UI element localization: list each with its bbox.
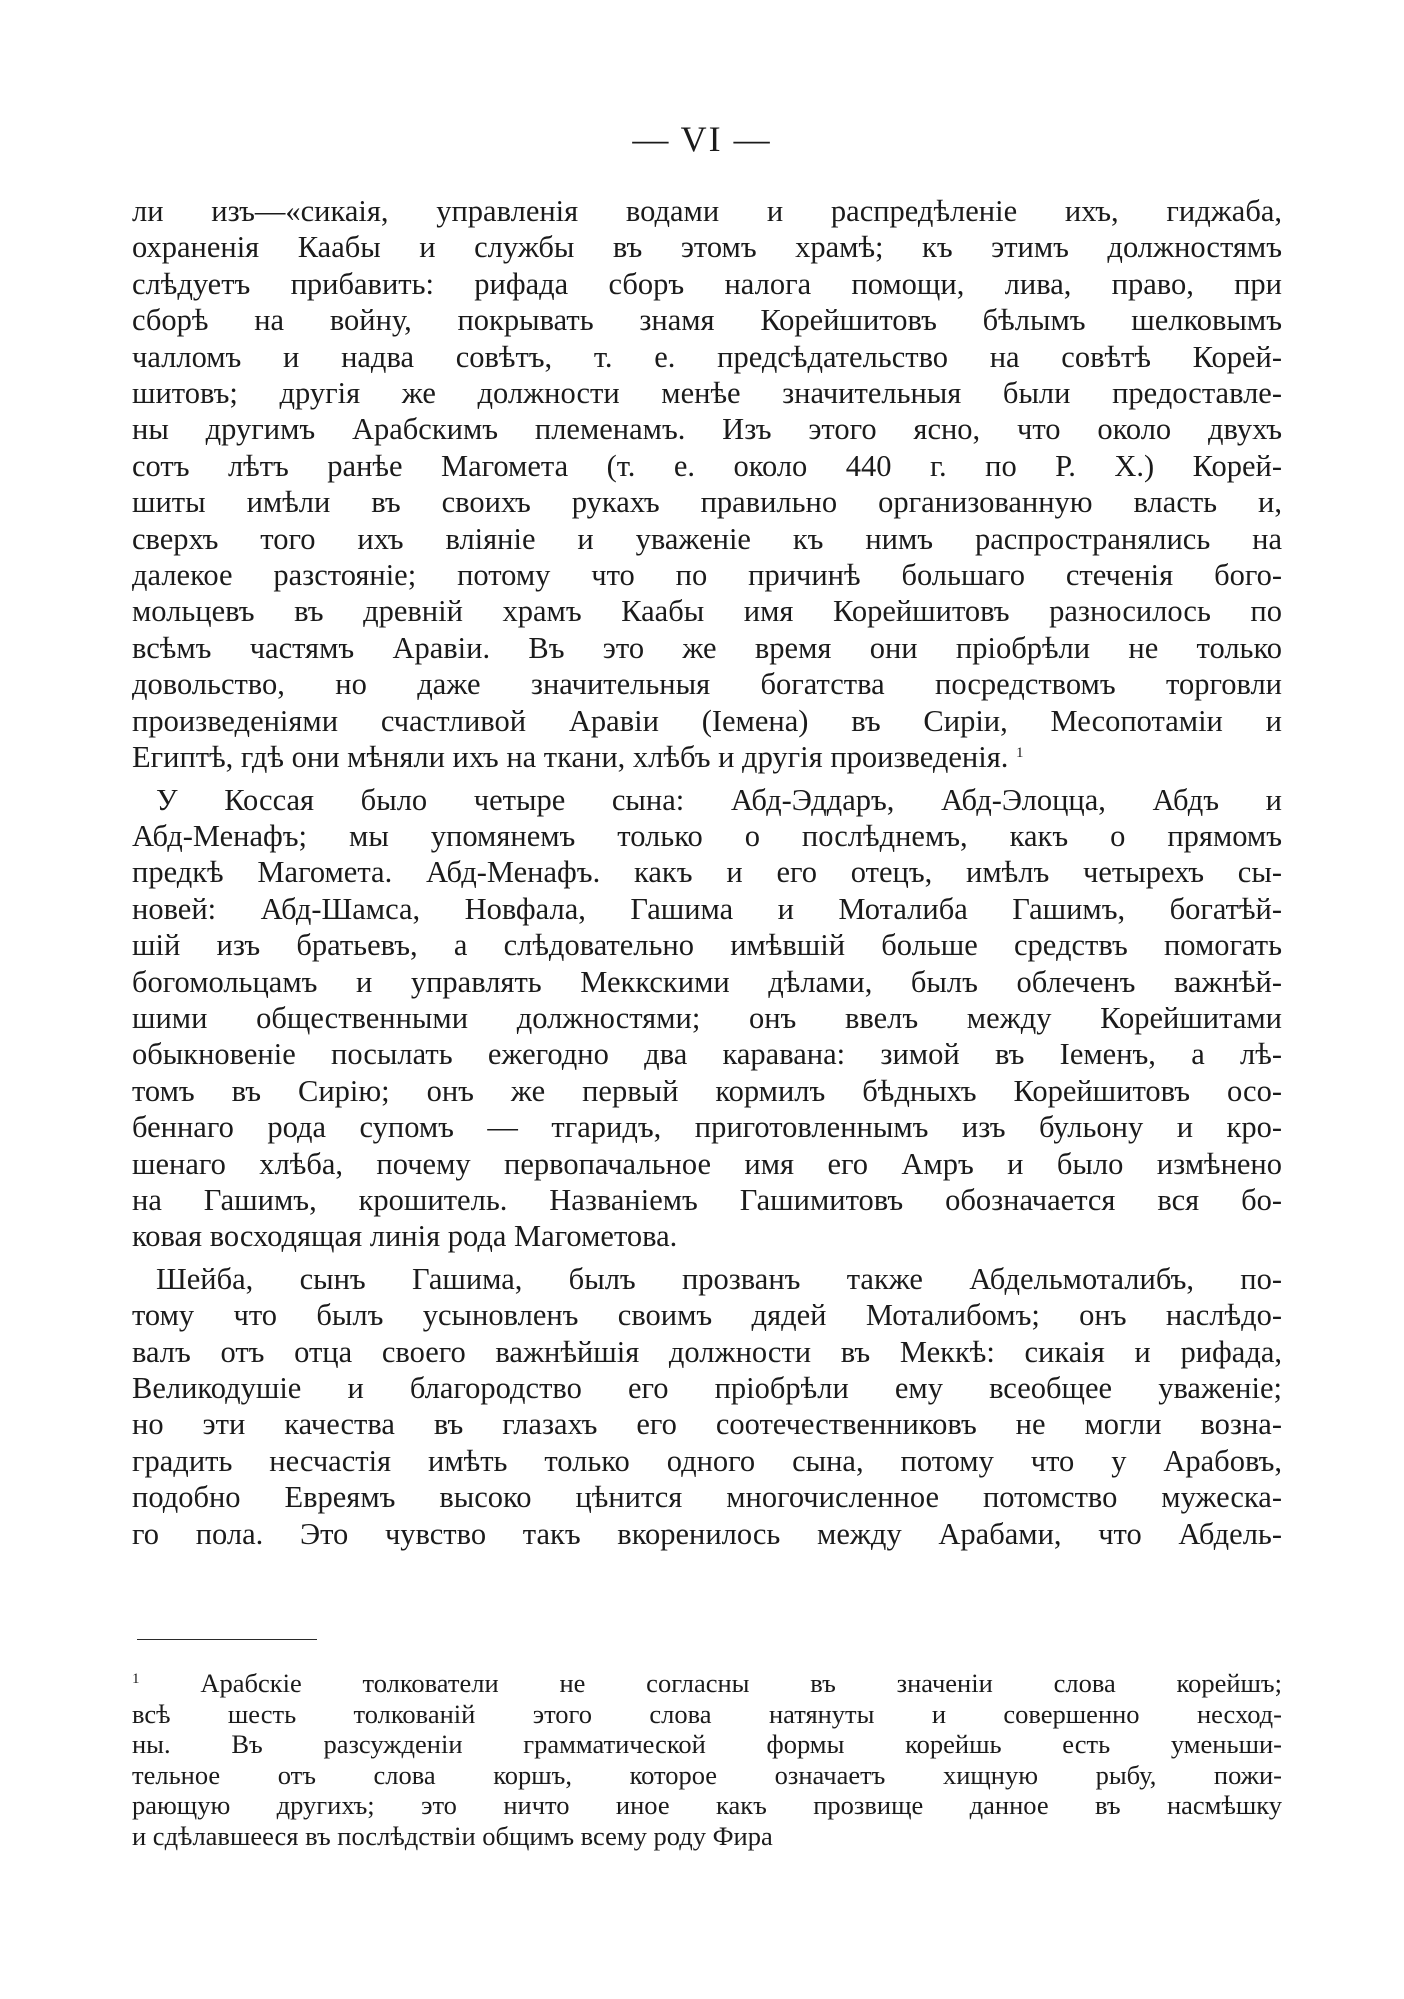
text-line: шими общественными должностями; онъ ввелъ между Корейшитами xyxy=(132,1000,1282,1035)
footnote xyxy=(132,1668,1282,1852)
paragraph-2 xyxy=(132,782,1282,1255)
text-line: сотъ лѣтъ ранѣе Магомета (т. е. около 440 г. по Р. Х.) Корей- xyxy=(132,448,1282,483)
text-line: шій изъ братьевъ, а слѣдовательно имѣвшій больше средствъ помогать xyxy=(132,928,1282,963)
footnote-line: всѣ шесть толкованій этого слова натянуты и совершенно несход- xyxy=(132,1698,1282,1729)
footnote-line: тельное отъ слова коршъ, которое означаетъ хищную рыбу, пожи- xyxy=(132,1759,1282,1790)
text-line: произведеніями счастливой Аравіи (Іемена) въ Сиріи, Месопотаміи и xyxy=(132,703,1282,738)
text-line: ли изъ—«сикаія, управленія водами и распредѣленіе ихъ, гиджаба, xyxy=(132,194,1282,228)
text-line: шиты имѣли въ своихъ рукахъ правильно организованную власть и, xyxy=(132,485,1282,520)
text-line: охраненія Каабы и службы въ этомъ храмѣ; къ этимъ должностямъ xyxy=(132,230,1282,265)
text-line: томъ въ Сирію; онъ же первый кормилъ бѣдныхъ Корейшитовъ осо- xyxy=(132,1073,1282,1108)
text-line: го пола. Это чувство такъ вкоренилось между Арабами, что Абдель- xyxy=(132,1516,1282,1551)
text-line: но эти качества въ глазахъ его соотечественниковъ не могли возна- xyxy=(132,1407,1282,1442)
text-line: богомольцамъ и управлять Меккскими дѣлами, былъ облеченъ важнѣй- xyxy=(132,964,1282,999)
footnote-number: 1 xyxy=(132,1671,140,1687)
text-line: беннаго рода супомъ — тгаридъ, приготовленнымъ изъ бульону и кро- xyxy=(132,1110,1282,1145)
page-number: — VI — xyxy=(632,119,772,159)
text-line: шенаго хлѣба, почему первопачальное имя его Амръ и было измѣнено xyxy=(132,1146,1282,1181)
footnote-line-content: Арабскіе толкователи не согласны въ значеніи слова корейшъ; xyxy=(200,1668,1283,1698)
text-line xyxy=(132,739,1282,775)
text-line: сборѣ на войну, покрывать знамя Корейшитовъ бѣлымъ шелковымъ xyxy=(132,303,1282,338)
text-line: градить несчастія имѣть только одного сына, потому что у Арабовъ, xyxy=(132,1443,1282,1478)
text-line: ны другимъ Арабскимъ племенамъ. Изъ этого ясно, что около двухъ xyxy=(132,412,1282,447)
text-line: на Гашимъ, крошитель. Названіемъ Гашимитовъ обозначается вся бо- xyxy=(132,1182,1282,1217)
footnote-line: и сдѣлавшееся въ послѣдствіи общимъ всему роду Фира xyxy=(132,1820,773,1851)
text-line: Абд-Менафъ; мы упомянемъ только о послѣднемъ, какъ о прямомъ xyxy=(132,818,1282,853)
text-line: тому что былъ усыновленъ своимъ дядей Моталибомъ; онъ наслѣдо- xyxy=(132,1298,1282,1333)
text-line: ковая восходящая линія рода Магометова. xyxy=(132,1219,678,1254)
text-line: далекое разстояніе; потому что по причинѣ большаго стеченія бого- xyxy=(132,558,1282,593)
footnote-divider xyxy=(137,1639,317,1640)
text-line: сверхъ того ихъ вліяніе и уваженіе къ нимъ распространялись на xyxy=(132,521,1282,556)
footnote-line: рающую другихъ; это ничто иное какъ прозвище данное въ насмѣшку xyxy=(132,1790,1282,1821)
text-line-content: Египтѣ, гдѣ они мѣняли ихъ на ткани, хлѣбъ и другія произведенія. xyxy=(132,740,1009,775)
text-line: всѣмъ частямъ Аравіи. Въ это же время они пріобрѣли не только xyxy=(132,630,1282,665)
footnote-line xyxy=(132,1668,1282,1699)
text-line: У Коссая было четыре сына: Абд-Эддаръ, Абд-Элоцца, Абдъ и xyxy=(156,782,1282,817)
text-line: мольцевъ въ древній храмъ Каабы имя Корейшитовъ разносилось по xyxy=(132,594,1282,629)
text-line: обыкновеніе посылать ежегодно два каравана: зимой въ Іеменъ, а лѣ- xyxy=(132,1037,1282,1072)
paragraph-3 xyxy=(132,1261,1282,1552)
footnote-line: ны. Въ разсужденіи грамматической формы корейшь есть уменьши- xyxy=(132,1729,1282,1760)
text-line: Великодушіе и благородство его пріобрѣли ему всеобщее уваженіе; xyxy=(132,1371,1282,1405)
text-line: чалломъ и надва совѣтъ, т. е. предсѣдательство на совѣтѣ Корей- xyxy=(132,339,1282,374)
text-line: Шейба, сынъ Гашима, былъ прозванъ также Абдельмоталибъ, по- xyxy=(156,1261,1282,1296)
text-line: подобно Евреямъ высоко цѣнится многочисленное потомство мужеска- xyxy=(132,1480,1282,1515)
text-line: предкѣ Магомета. Абд-Менафъ. какъ и его отецъ, имѣлъ четырехъ сы- xyxy=(132,855,1282,890)
paragraph-1 xyxy=(132,193,1282,776)
footnote-reference[interactable]: 1 xyxy=(1016,745,1024,762)
text-line: шитовъ; другія же должности менѣе значительныя были предоставле- xyxy=(132,376,1282,411)
text-line: новей: Абд-Шамса, Новфала, Гашима и Моталиба Гашимъ, богатѣй- xyxy=(132,891,1282,926)
text-line: валъ отъ отца своего важнѣйшія должности въ Меккѣ: сикаія и рифада, xyxy=(132,1334,1282,1369)
text-line: довольство, но даже значительныя богатства посредствомъ торговли xyxy=(132,667,1282,702)
text-line: слѣдуетъ прибавить: рифада сборъ налога помощи, лива, право, при xyxy=(132,266,1282,301)
main-text xyxy=(132,193,1282,1558)
